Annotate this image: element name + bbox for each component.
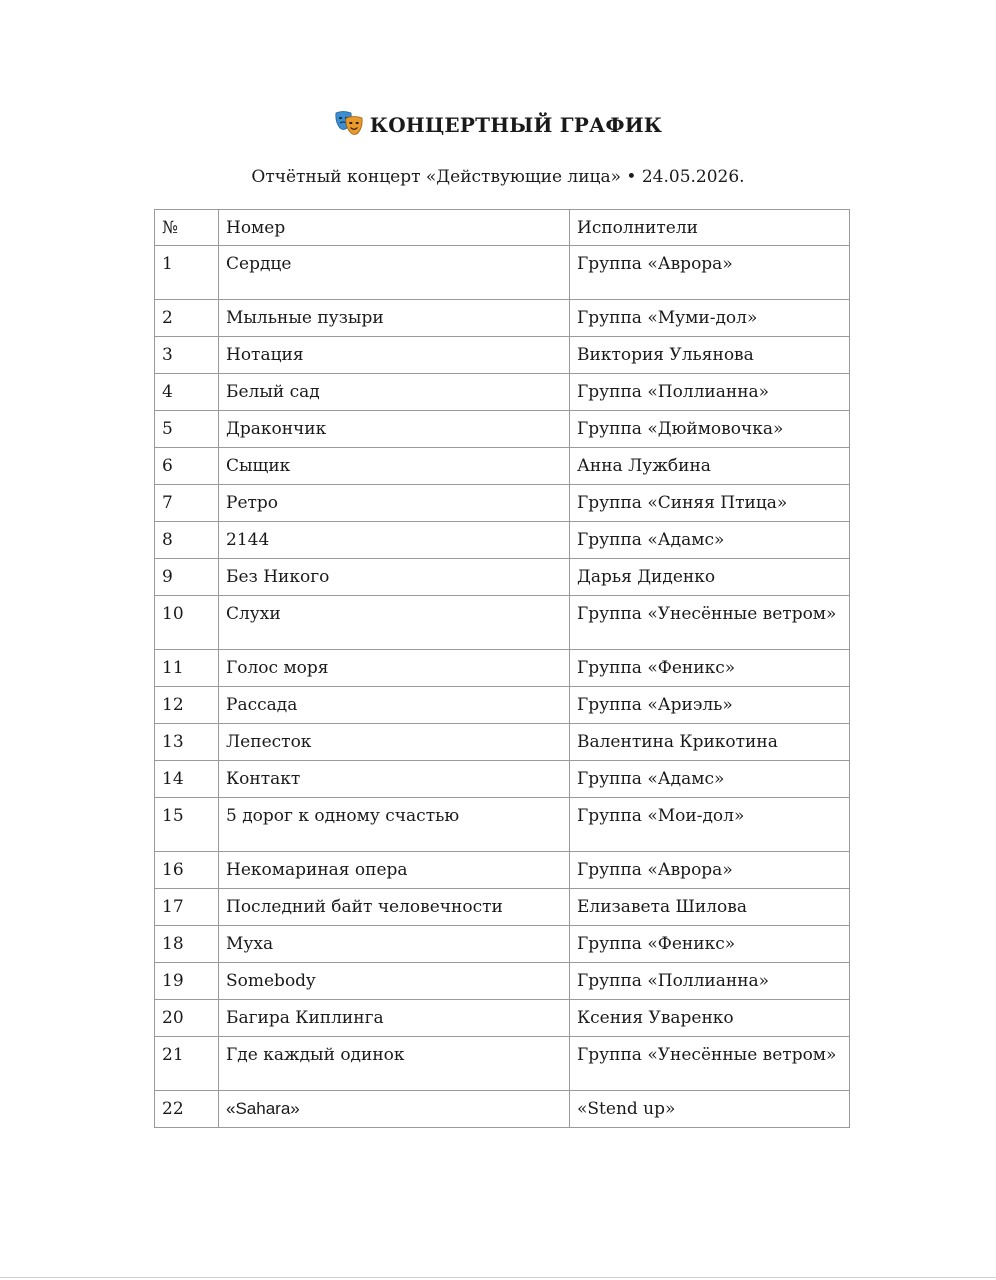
table-row	[155, 761, 850, 798]
cell-num: 4	[155, 374, 219, 411]
cell-performers: Группа «Дюймовочка»	[570, 411, 850, 448]
cell-title: Белый сад	[219, 374, 570, 411]
table-row	[155, 337, 850, 374]
cell-num: 12	[155, 687, 219, 724]
table-header-row	[155, 210, 850, 246]
cell-performers: Ксения Уваренко	[570, 1000, 850, 1037]
table-row	[155, 448, 850, 485]
cell-num: 11	[155, 650, 219, 687]
table-row	[155, 374, 850, 411]
table-row	[155, 1000, 850, 1037]
table-row	[155, 300, 850, 337]
cell-title: Дракончик	[219, 411, 570, 448]
table-row	[155, 485, 850, 522]
cell-num: 8	[155, 522, 219, 559]
table-row	[155, 411, 850, 448]
cell-num: 13	[155, 724, 219, 761]
cell-title: Сыщик	[219, 448, 570, 485]
cell-title: Нотация	[219, 337, 570, 374]
cell-performers: Группа «Аврора»	[570, 852, 850, 889]
cell-title: Некомариная опера	[219, 852, 570, 889]
cell-performers: Валентина Крикотина	[570, 724, 850, 761]
cell-num: 7	[155, 485, 219, 522]
table-row	[155, 852, 850, 889]
cell-title: 2144	[219, 522, 570, 559]
cell-num: 16	[155, 852, 219, 889]
cell-title: Без Никого	[219, 559, 570, 596]
performing-arts-masks-icon	[334, 110, 364, 138]
cell-num: 2	[155, 300, 219, 337]
table-row	[155, 724, 850, 761]
cell-performers: Группа «Феникс»	[570, 926, 850, 963]
cell-num: 6	[155, 448, 219, 485]
document-title-text: КОНЦЕРТНЫЙ ГРАФИК	[369, 113, 663, 137]
cell-title: Голос моря	[219, 650, 570, 687]
header-num: №	[155, 210, 219, 246]
cell-title: «Sahara»	[219, 1091, 570, 1128]
cell-title: Муха	[219, 926, 570, 963]
table-row	[155, 650, 850, 687]
cell-num: 17	[155, 889, 219, 926]
cell-num: 10	[155, 596, 219, 650]
cell-performers: Группа «Синяя Птица»	[570, 485, 850, 522]
cell-title: Где каждый одинок	[219, 1037, 570, 1091]
table-row	[155, 246, 850, 300]
cell-performers: Группа «Унесённые ветром»	[570, 1037, 850, 1091]
cell-num: 18	[155, 926, 219, 963]
cell-num: 15	[155, 798, 219, 852]
cell-num: 9	[155, 559, 219, 596]
table-row	[155, 1091, 850, 1128]
page-bottom-divider	[0, 1277, 996, 1278]
table-row	[155, 559, 850, 596]
cell-num: 19	[155, 963, 219, 1000]
cell-title: Последний байт человечности	[219, 889, 570, 926]
concert-schedule-table	[154, 209, 850, 1128]
table-row	[155, 1037, 850, 1091]
table-row	[155, 596, 850, 650]
cell-num: 20	[155, 1000, 219, 1037]
cell-title: Лепесток	[219, 724, 570, 761]
cell-title: Сердце	[219, 246, 570, 300]
cell-performers: Группа «Поллианна»	[570, 374, 850, 411]
cell-num: 21	[155, 1037, 219, 1091]
cell-performers: Группа «Адамс»	[570, 522, 850, 559]
cell-performers: «Stend up»	[570, 1091, 850, 1128]
cell-performers: Группа «Поллианна»	[570, 963, 850, 1000]
cell-num: 3	[155, 337, 219, 374]
cell-performers: Дарья Диденко	[570, 559, 850, 596]
cell-performers: Анна Лужбина	[570, 448, 850, 485]
cell-title: Ретро	[219, 485, 570, 522]
cell-title: Слухи	[219, 596, 570, 650]
cell-performers: Елизавета Шилова	[570, 889, 850, 926]
cell-num: 5	[155, 411, 219, 448]
table-row	[155, 522, 850, 559]
cell-title: Рассада	[219, 687, 570, 724]
header-performers: Исполнители	[570, 210, 850, 246]
cell-performers: Группа «Адамс»	[570, 761, 850, 798]
table-row	[155, 889, 850, 926]
cell-performers: Группа «Ариэль»	[570, 687, 850, 724]
cell-title: Somebody	[219, 963, 570, 1000]
cell-title: Багира Киплинга	[219, 1000, 570, 1037]
table-row	[155, 963, 850, 1000]
document-subtitle: Отчётный концерт «Действующие лица» • 24.05.2026.	[251, 167, 745, 187]
cell-performers: Виктория Ульянова	[570, 337, 850, 374]
table-row	[155, 687, 850, 724]
cell-title: Мыльные пузыри	[219, 300, 570, 337]
cell-title: Контакт	[219, 761, 570, 798]
cell-title: 5 дорог к одному счастью	[219, 798, 570, 852]
document-title	[0, 110, 996, 140]
cell-num: 22	[155, 1091, 219, 1128]
table-row	[155, 926, 850, 963]
cell-performers: Группа «Унесённые ветром»	[570, 596, 850, 650]
header-title: Номер	[219, 210, 570, 246]
cell-performers: Группа «Аврора»	[570, 246, 850, 300]
cell-performers: Группа «Мои-дол»	[570, 798, 850, 852]
cell-performers: Группа «Феникс»	[570, 650, 850, 687]
table-row	[155, 798, 850, 852]
cell-performers: Группа «Муми-дол»	[570, 300, 850, 337]
cell-num: 1	[155, 246, 219, 300]
cell-num: 14	[155, 761, 219, 798]
